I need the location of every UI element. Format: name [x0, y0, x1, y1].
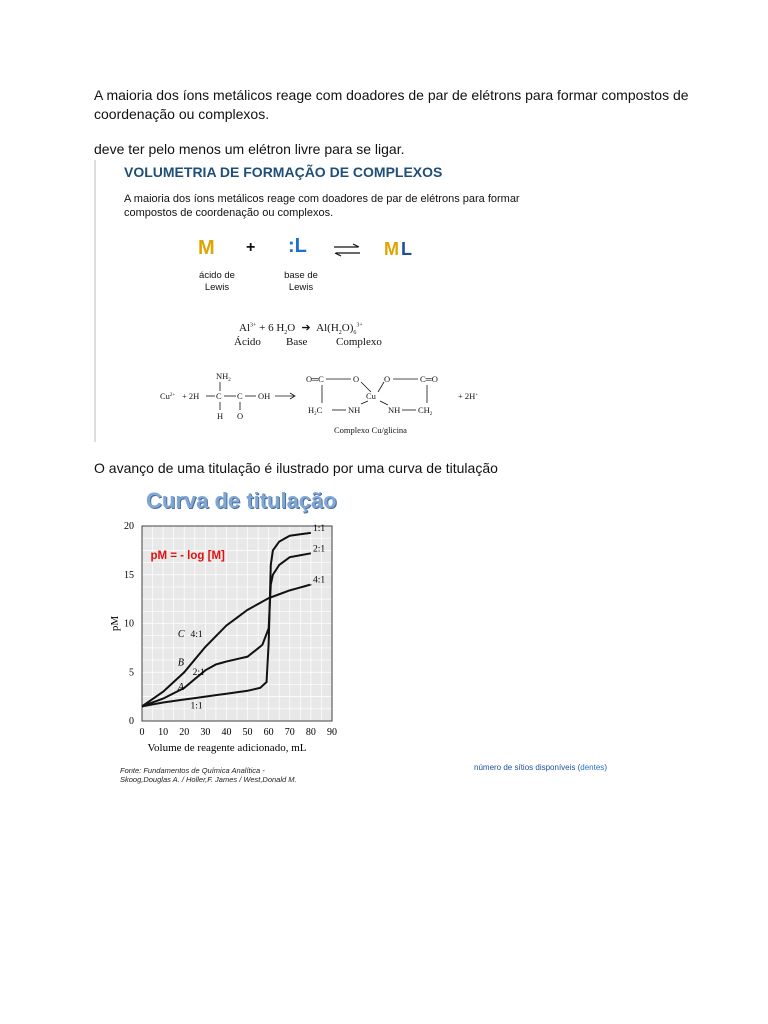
svg-text:+ 2H: + 2H: [182, 391, 200, 401]
curve-ratio-label: 2:1: [192, 668, 205, 679]
y-tick-label: 5: [129, 667, 134, 679]
aluminum-reaction: $Al^{3+} + 6$ $H_2O$ ➔ $Al(H_2O)_6^{3+}$: [239, 322, 363, 337]
series-end-label: 2:1: [313, 544, 326, 555]
lewis-acid-label: ácido de Lewis: [199, 270, 235, 293]
svg-text:O: O: [353, 374, 360, 384]
slide-intro: A maioria dos íons metálicos reage com doadores de par de elétrons para formar compostos de coordenação ou complexos.: [124, 193, 520, 219]
y-axis-label: pM: [109, 615, 121, 632]
series-end-label: 1:1: [313, 523, 326, 534]
svg-text:O: O: [237, 411, 244, 421]
titration-paragraph: O avanço de uma titulação é ilustrado por uma curva de titulação: [94, 460, 498, 476]
complex-formation-slide: [94, 160, 546, 442]
svg-text:NH2: $NH_2$: [216, 371, 231, 383]
titration-chart: [94, 516, 354, 760]
x-tick-label: 10: [158, 727, 169, 738]
series-end-label: 4:1: [313, 575, 326, 586]
complex-label: Complexo: [336, 336, 382, 348]
y-tick-label: 0: [129, 716, 134, 727]
x-tick-label: 70: [284, 727, 295, 738]
x-axis-label: Volume de reagente adicionado, mL: [147, 742, 307, 754]
x-tick-label: 80: [305, 727, 316, 738]
svg-text:CH2: $CH_2$: [418, 405, 433, 417]
x-tick-label: 0: [139, 727, 145, 738]
reaction-arrow-icon: ➔: [301, 322, 311, 334]
acid-label: Ácido: [234, 336, 261, 348]
intro-paragraph: A maioria dos íons metálicos reage com doadores de par de elétrons para formar compostos de coordenação ou complexos.: [94, 87, 689, 122]
metal-symbol: M: [198, 237, 215, 259]
x-tick-label: 90: [327, 727, 337, 738]
y-tick-label: 15: [124, 569, 134, 581]
svg-text:Cu: Cu: [366, 391, 376, 401]
curve-ratio-label: 4:1: [190, 630, 203, 641]
svg-text:O═C: O═C: [306, 374, 324, 384]
lewis-base-label: base de Lewis: [284, 270, 318, 293]
x-tick-label: 60: [263, 727, 274, 738]
base-label: Base: [286, 336, 308, 348]
y-tick-label: 10: [124, 618, 134, 630]
glycine-complex-diagram: [156, 370, 541, 438]
equilibrium-arrows-icon: [332, 243, 362, 257]
svg-text:C: C: [237, 391, 243, 401]
x-tick-label: 30: [200, 727, 211, 738]
svg-text:OH: OH: [258, 391, 271, 401]
svg-text:Complexo Cu/glicina: Complexo Cu/glicina: [334, 425, 407, 435]
curve-ratio-label: 1:1: [190, 701, 203, 712]
plus-sign: +: [246, 239, 256, 256]
svg-text:H2C: $H_2C$: [308, 405, 323, 417]
curve-label-a: A: [177, 681, 184, 693]
pm-formula: pM = - log [M]: [150, 550, 225, 563]
complex-metal: M: [384, 239, 399, 259]
curve-label-b: B: [177, 657, 184, 669]
svg-text:C: C: [216, 391, 222, 401]
svg-text:C═O: C═O: [420, 374, 438, 384]
titration-curve-slide: [94, 482, 619, 792]
complex-ligand: L: [401, 239, 412, 259]
svg-text:Cu2+: $Cu^{2+}$: [160, 391, 176, 401]
x-tick-label: 50: [242, 727, 253, 738]
curve-label-c: C: [177, 629, 185, 641]
x-tick-label: 40: [221, 727, 232, 738]
available-sites-note: número de sítios disponíveis (dentes): [474, 763, 607, 772]
y-tick-label: 20: [124, 521, 134, 532]
svg-text:H: H: [217, 411, 224, 421]
source-citation: Fonte: Fundamentos de Química Analítica - Skoog,Douglas A. / Holler,F. James / West,Donald M.: [120, 766, 297, 784]
slide-title: VOLUMETRIA DE FORMAÇÃO DE COMPLEXOS: [124, 164, 443, 180]
svg-text:+ 2H+: + 2H+: [458, 391, 479, 401]
svg-text:O: O: [384, 374, 391, 384]
lewis-paragraph: deve ter pelo menos um elétron livre para se ligar.: [94, 141, 405, 157]
x-tick-label: 20: [179, 727, 190, 738]
ligand-symbol: :L: [288, 235, 307, 257]
svg-text:NH: NH: [388, 405, 401, 415]
slide2-title: Curva de titulação: [146, 488, 337, 513]
svg-text:NH: NH: [348, 405, 361, 415]
